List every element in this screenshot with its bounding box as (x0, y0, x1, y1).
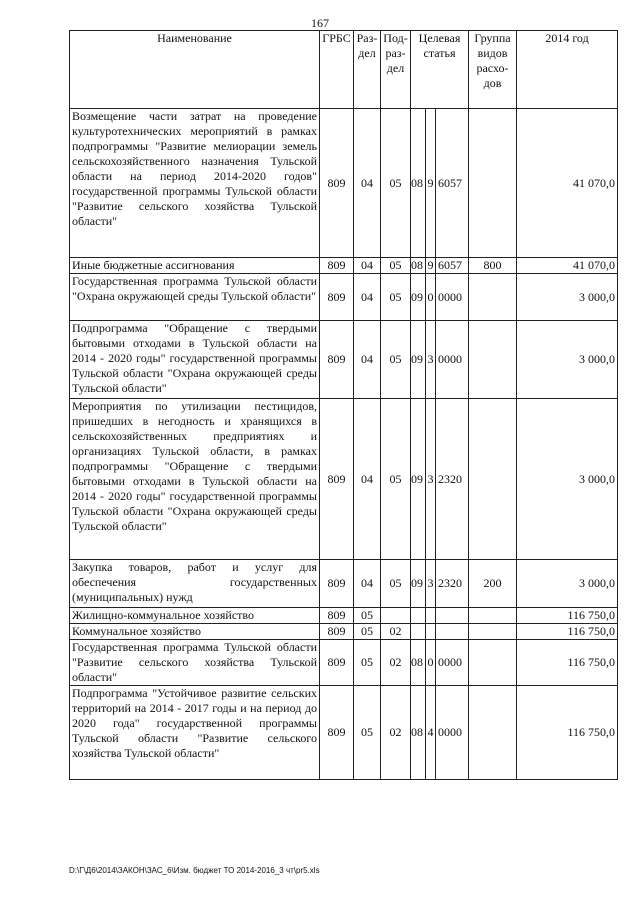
row-tselevaya-part2: 3 (426, 560, 436, 608)
row-razdel: 05 (354, 686, 381, 780)
row-sum-2014: 116 750,0 (517, 640, 618, 686)
table-row (70, 321, 618, 399)
table-row (70, 686, 618, 780)
row-sum-2014: 116 750,0 (517, 624, 618, 640)
row-vid-raskhodov: 200 (469, 560, 517, 608)
file-path-footer: D:\Г\Д6\2014\ЗАКОН\ЗАС_6\Изм. бюджет ТО 2014-2016_3 чт\pr5.xls (69, 866, 320, 875)
row-grbs: 809 (320, 640, 354, 686)
header-name: Наименование (70, 31, 320, 109)
row-tselevaya-part1: 09 (411, 399, 426, 560)
row-vid-raskhodov (469, 624, 517, 640)
row-podrazdel: 05 (381, 399, 411, 560)
row-grbs: 809 (320, 258, 354, 274)
header-year-2014: 2014 год (517, 31, 618, 109)
row-grbs: 809 (320, 274, 354, 321)
row-tselevaya-part2: 0 (426, 274, 436, 321)
row-sum-2014: 41 070,0 (517, 258, 618, 274)
row-vid-raskhodov (469, 608, 517, 624)
row-grbs: 809 (320, 109, 354, 258)
row-podrazdel: 05 (381, 274, 411, 321)
row-tselevaya-part2: 9 (427, 258, 434, 272)
row-name: Закупка товаров, работ и услуг для обеспечения государственных (муниципальных) нужд (70, 560, 320, 608)
row-razdel: 05 (354, 608, 381, 624)
row-name: Подпрограмма "Обращение с твердыми бытовыми отходами в Тульской области на 2014 - 2020 годы" государственной программы Тульской области "Охрана окружающей среды Тульской области" (70, 321, 320, 399)
header-razdel: Раз-дел (354, 31, 381, 109)
table-row (70, 274, 618, 321)
row-name: Коммунальное хозяйство (70, 624, 320, 640)
row-sum-2014: 3 000,0 (517, 399, 618, 560)
row-vid-raskhodov: 800 (469, 258, 517, 274)
row-tselevaya-part3: 6057 (436, 109, 469, 258)
row-vid-raskhodov (469, 399, 517, 560)
row-podrazdel (381, 608, 411, 624)
table-header-row (70, 31, 618, 109)
row-sum-2014: 116 750,0 (517, 608, 618, 624)
row-podrazdel: 05 (381, 109, 411, 258)
budget-table (69, 30, 618, 780)
row-tselevaya-part1: 08 (411, 109, 426, 258)
row-tselevaya-part3 (436, 608, 469, 624)
row-vid-raskhodov (469, 686, 517, 780)
page-number: 167 (311, 16, 329, 30)
row-razdel: 04 (354, 560, 381, 608)
row-name: Возмещение части затрат на проведение культуротехнических мероприятий в рамках подпрограммы "Развитие мелиорации земель сельскохозяйственного назначения Тульской области на период 2014-2020 годов" государственной программы Тульской области "Развитие сельского хозяйства Тульской области" (70, 109, 320, 258)
row-tselevaya-part1: 09 (411, 274, 426, 321)
row-sum-2014: 116 750,0 (517, 686, 618, 780)
row-tselevaya-part2: 3 (426, 399, 436, 560)
row-tselevaya-part2: 0 (426, 640, 436, 686)
row-podrazdel: 02 (381, 686, 411, 780)
row-name: Мероприятия по утилизации пестицидов, пришедших в негодность и хранящихся в сельскохозяйственных предприятиях и организациях Тульской области, в рамках подпрограммы "Обращение с твердыми бытовыми отходами в Тульской области на 2014 - 2020 годы" государственной программы Тульской области "Охрана окружающей среды Тульской области" (70, 399, 320, 560)
row-name: Подпрограмма "Устойчивое развитие сельских территорий на 2014 - 2017 годы и на период до 2020 года" государственной программы Тульской области "Развитие сельского хозяйства Тульской области" (70, 686, 320, 780)
row-name: Государственная программа Тульской области "Развитие сельского хозяйства Тульской области" (70, 640, 320, 686)
row-podrazdel: 05 (381, 258, 411, 274)
row-tselevaya-part2: 3 (426, 321, 436, 399)
row-tselevaya-part1: 08 (411, 640, 426, 686)
row-razdel: 04 (354, 258, 381, 274)
row-tselevaya-part2: 9 (426, 109, 436, 258)
row-razdel: 04 (354, 321, 381, 399)
table-row (70, 258, 618, 274)
row-tselevaya-part1 (411, 624, 426, 640)
row-sum-2014: 3 000,0 (517, 274, 618, 321)
row-vid-raskhodov (469, 640, 517, 686)
row-grbs: 809 (320, 686, 354, 780)
row-grbs: 809 (320, 608, 354, 624)
header-grbs: ГРБС (320, 31, 354, 109)
table-row (70, 640, 618, 686)
row-vid-raskhodov (469, 321, 517, 399)
header-tselevaya-statya: Целевая статья (411, 31, 469, 109)
table-row (70, 608, 618, 624)
row-tselevaya-part3 (436, 624, 469, 640)
row-tselevaya-part3: 0000 (436, 274, 469, 321)
row-razdel: 04 (354, 109, 381, 258)
row-vid-raskhodov (469, 274, 517, 321)
row-razdel: 04 (354, 274, 381, 321)
table-row (70, 560, 618, 608)
row-razdel: 05 (354, 640, 381, 686)
row-tselevaya-part3: 0000 (436, 640, 469, 686)
row-sum-2014: 3 000,0 (517, 560, 618, 608)
row-tselevaya-part1: 09 (411, 560, 426, 608)
table-row (70, 624, 618, 640)
row-tselevaya-part1: 08 (411, 258, 426, 274)
row-grbs: 809 (320, 399, 354, 560)
row-vid-raskhodov (469, 109, 517, 258)
row-grbs: 809 (320, 560, 354, 608)
row-tselevaya-part2 (426, 608, 436, 624)
table-row (70, 399, 618, 560)
row-tselevaya-part3: 6057 (436, 258, 469, 274)
row-podrazdel: 02 (381, 640, 411, 686)
row-sum-2014: 41 070,0 (517, 109, 618, 258)
row-name: Государственная программа Тульской области "Охрана окружающей среды Тульской области" (70, 274, 320, 321)
row-tselevaya-part1: 09 (411, 321, 426, 399)
row-grbs: 809 (320, 321, 354, 399)
row-tselevaya-part2 (426, 624, 436, 640)
row-tselevaya-part1 (411, 608, 426, 624)
row-razdel: 04 (354, 399, 381, 560)
row-name: Жилищно-коммунальное хозяйство (70, 608, 320, 624)
row-name: Иные бюджетные ассигнования (70, 258, 320, 274)
row-tselevaya-part1: 08 (411, 686, 426, 780)
row-grbs: 809 (320, 624, 354, 640)
row-razdel: 05 (354, 624, 381, 640)
row-tselevaya-part3: 2320 (436, 399, 469, 560)
table-row (70, 109, 618, 258)
row-sum-2014: 3 000,0 (517, 321, 618, 399)
row-podrazdel: 02 (381, 624, 411, 640)
row-tselevaya-part2: 4 (426, 686, 436, 780)
row-tselevaya-part3: 0000 (436, 686, 469, 780)
row-tselevaya-part3: 2320 (436, 560, 469, 608)
row-podrazdel: 05 (381, 560, 411, 608)
row-tselevaya-part3: 0000 (436, 321, 469, 399)
header-podrazdel: Под-раз-дел (381, 31, 411, 109)
header-gruppa-vidov-raskhodov: Группа видов расхо-дов (469, 31, 517, 109)
row-podrazdel: 05 (381, 321, 411, 399)
